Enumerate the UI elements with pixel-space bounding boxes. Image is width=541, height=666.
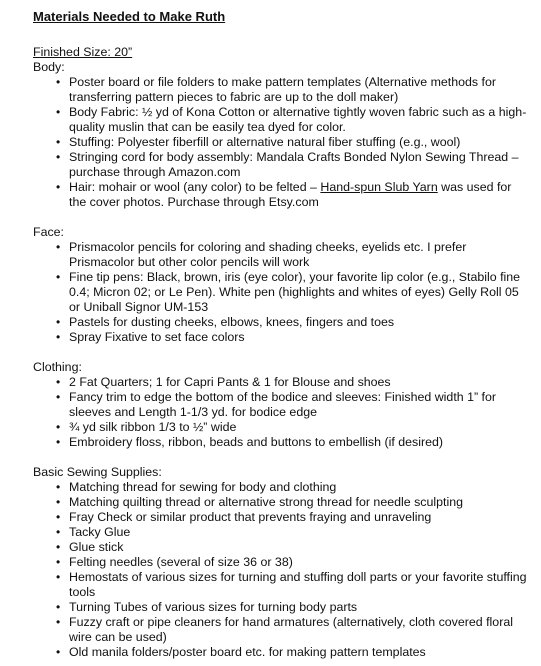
finished-size: Finished Size: 20” [33,45,133,59]
list-item: • Old manila folders/poster board etc. for making pattern templates [69,645,529,660]
list-item: • Stringing cord for body assembly: Mandala Crafts Bonded Nylon Sewing Thread – purchase through Amazon.com [69,150,529,180]
list-item: • Embroidery floss, ribbon, beads and buttons to embellish (if desired) [69,435,529,450]
document-title: Materials Needed to Make Ruth [33,9,226,24]
clothing-list [33,375,529,450]
list-item: • Spray Fixative to set face colors [69,330,529,345]
list-item: • Fray Check or similar product that prevents fraying and unraveling [69,510,529,525]
body-list [33,75,529,210]
hair-text: Hair: mohair or wool (any color) to be felted – [69,180,321,194]
section-gap [33,345,529,360]
list-item: • Pastels for dusting cheeks, elbows, knees, fingers and toes [69,315,529,330]
list-item: • Matching thread for sewing for body and clothing [69,480,529,495]
list-item: • Tacky Glue [69,525,529,540]
list-item: • Matching quilting thread or alternative strong thread for needle sculpting [69,495,529,510]
list-item: • ¾ yd silk ribbon 1/3 to ½” wide [69,420,529,435]
list-item: • Fancy trim to edge the bottom of the bodice and sleeves: Finished width 1” for sleeves and Length 1-1/3 yd. for bodice edge [69,390,529,420]
list-item: • Felting needles (several of size 36 or 38) [69,555,529,570]
face-list [33,240,529,345]
list-item: • Stuffing: Polyester fiberfill or alternative natural fiber stuffing (e.g., wool) [69,135,529,150]
section-gap [33,210,529,225]
list-item: • Poster board or file folders to make pattern templates (Alternative methods for transferring pattern pieces to fabric are up to the doll maker) [69,75,529,105]
face-heading: Face: [33,225,64,239]
list-item: • Glue stick [69,540,529,555]
hand-spun-yarn-link[interactable]: Hand-spun Slub Yarn [320,180,438,194]
clothing-heading: Clothing: [33,360,82,374]
list-item-hair [69,180,529,210]
list-item: • Turning Tubes of various sizes for turning body parts [69,600,529,615]
sewing-list [33,480,529,660]
sewing-heading: Basic Sewing Supplies: [33,465,162,479]
section-gap [33,450,529,465]
list-item: • 2 Fat Quarters; 1 for Capri Pants & 1 for Blouse and shoes [69,375,529,390]
body-heading: Body: [33,60,65,74]
list-item: • Prismacolor pencils for coloring and shading cheeks, eyelids etc. I prefer Prismacolor but other color pencils will work [69,240,529,270]
list-item: • Hemostats of various sizes for turning and stuffing doll parts or your favorite stuffing tools [69,570,529,600]
list-item: • Fuzzy craft or pipe cleaners for hand armatures (alternatively, cloth covered floral wire can be used) [69,615,529,645]
list-item: • Fine tip pens: Black, brown, iris (eye color), your favorite lip color (e.g., Stabilo fine 0.4; Micron 02; or Le Pen). White pen (highlights and whites of eyes) Gelly Roll 05 or Uniball Signor UM-153 [69,270,529,315]
list-item: • Body Fabric: ½ yd of Kona Cotton or alternative tightly woven fabric such as a high-quality muslin that can be easily tea dyed for color. [69,105,529,135]
hair-text-end: was used for the cover photos. Purchase through Etsy.com [69,180,512,209]
